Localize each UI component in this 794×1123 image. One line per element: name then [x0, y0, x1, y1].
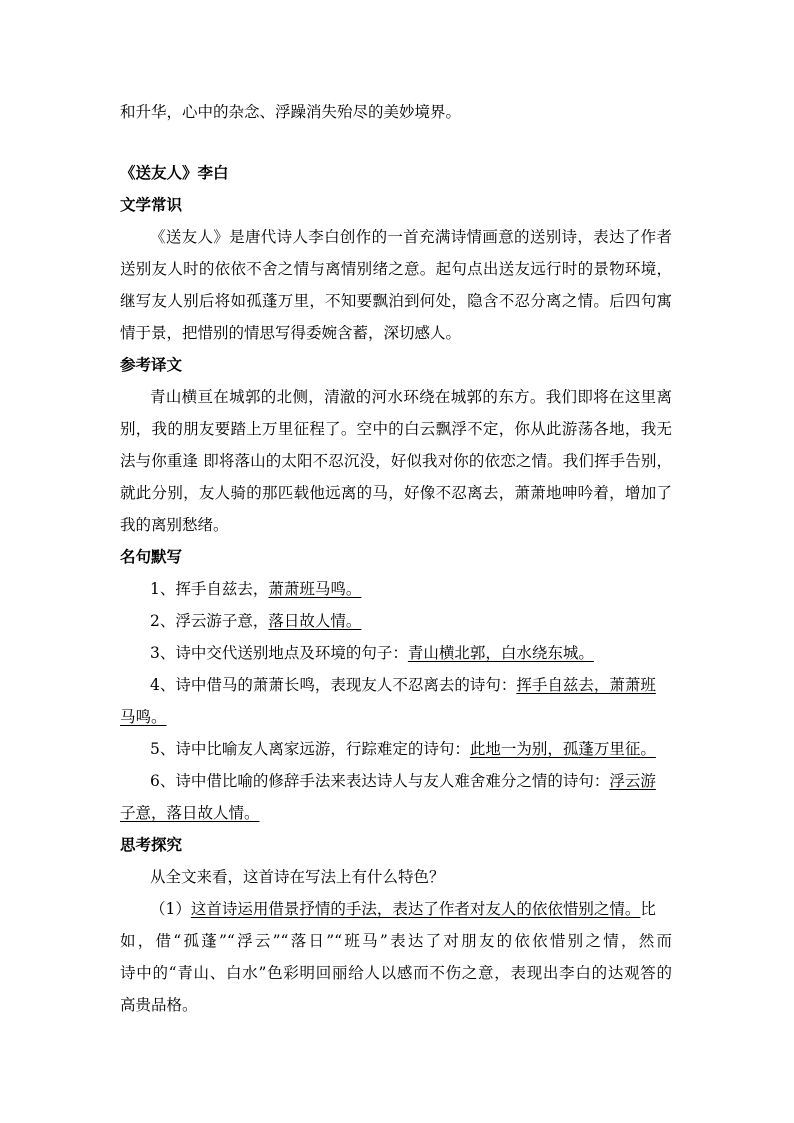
- inquiry-answer-first-line: [150, 899, 656, 919]
- dictation-item: [150, 611, 361, 631]
- heading-translation: 参考译文: [120, 355, 183, 374]
- paragraph-line: 法与你重逢 即将落山的太阳不忍沉没，好似我对你的依恋之情。我们挥手告别，: [120, 452, 672, 470]
- inquiry-question: 从全文来看，这首诗在写法上有什么特色？: [150, 868, 445, 886]
- paragraph-line: 《送友人》是唐代诗人李白创作的一首充满诗情画意的送别诗，表达了作者: [150, 228, 672, 246]
- dictation-item: [150, 771, 656, 791]
- dictation-question: 1、挥手自兹去，: [150, 580, 269, 598]
- paragraph-line: 如，借“孤蓬”“浮云”“落日”“班马”表达了对朋友的依依惜别之情，然而: [120, 932, 672, 950]
- paragraph-line: 青山横亘在城郭的北侧，清澈的河水环绕在城郭的东方。我们即将在这里离: [150, 388, 672, 406]
- paragraph-line: 送别友人时的依依不舍之情与离情别绪之意。起句点出送友远行时的景物环境，: [120, 260, 672, 278]
- answer-key-sentence: 这首诗运用借景抒情的手法，表达了作者对友人的依依惜别之情。: [190, 900, 641, 918]
- answer-number: （1）: [150, 900, 191, 918]
- paragraph-line: 我的离别愁绪。: [120, 516, 229, 534]
- dictation-answer: 挥手自兹去，萧萧班: [516, 676, 656, 694]
- dictation-answer: 此地一为别，孤蓬万里征。: [469, 740, 656, 758]
- paragraph-line: 情于景，把惜别的情思写得委婉含蓄，深切感人。: [120, 324, 462, 342]
- heading-dictation: 名句默写: [120, 547, 183, 566]
- dictation-question: 4、诗中借马的萧萧长鸣，表现友人不忍离去的诗句：: [150, 676, 517, 694]
- dictation-answer: 落日故人情。: [268, 612, 362, 630]
- answer-continuation: 比: [640, 900, 656, 918]
- dictation-answer: 子意，落日故人情。: [120, 804, 260, 822]
- dictation-answer: 青山横北郭，白水绕东城。: [407, 644, 594, 662]
- dictation-item-continued: [120, 803, 260, 823]
- dictation-item: [150, 643, 594, 663]
- paragraph-line: 高贵品格。: [120, 996, 198, 1014]
- paragraph-line: 诗中的“青山、白水”色彩明回丽给人以感而不伤之意，表现出李白的达观答的: [120, 964, 672, 982]
- intro-tail: 和升华，心中的杂念、浮躁消失殆尽的美妙境界。: [120, 103, 462, 121]
- dictation-item: [150, 739, 656, 759]
- heading-literary-knowledge: 文学常识: [120, 195, 183, 214]
- dictation-item-continued: [120, 707, 167, 727]
- dictation-question: 6、诗中借比喻的修辞手法来表达诗人与友人难舍难分之情的诗句：: [150, 772, 610, 790]
- paragraph-line: 就此分别，友人骑的那匹载他远离的马，好像不忍离去，萧萧地呻吟着，增加了: [120, 484, 672, 502]
- dictation-answer: 浮云游: [609, 772, 656, 790]
- dictation-answer: 马鸣。: [120, 708, 167, 726]
- paragraph-line: 别，我的朋友要踏上万里征程了。空中的白云飘浮不定，你从此游荡各地，我无: [120, 420, 672, 438]
- dictation-question: 2、浮云游子意，: [150, 612, 269, 630]
- dictation-item: [150, 579, 361, 599]
- dictation-item: [150, 675, 656, 695]
- dictation-answer: 萧萧班马鸣。: [268, 580, 362, 598]
- dictation-question: 3、诗中交代送别地点及环境的句子：: [150, 644, 408, 662]
- poem-title: 《送友人》李白: [120, 163, 229, 182]
- paragraph-line: 继写友人别后将如孤蓬万里，不知要飘泊到何处，隐含不忍分离之情。后四句寓: [120, 292, 672, 310]
- heading-inquiry: 思考探究: [120, 835, 183, 854]
- dictation-question: 5、诗中比喻友人离家远游，行踪难定的诗句：: [150, 740, 470, 758]
